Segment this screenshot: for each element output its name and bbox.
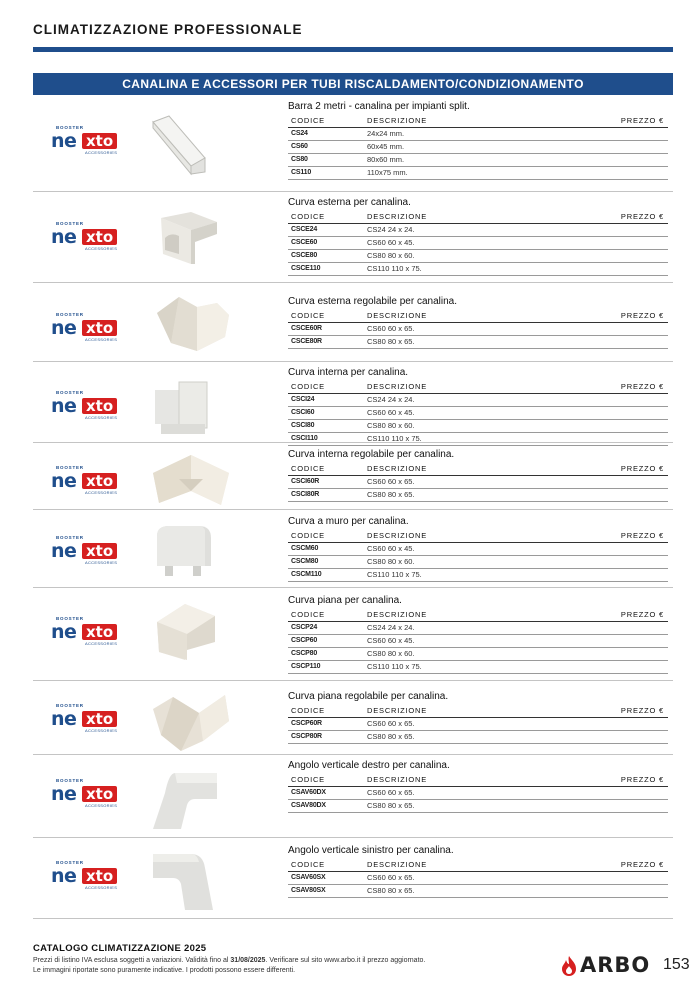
table-row (288, 718, 668, 731)
logo-ne-text: ne (51, 395, 77, 417)
product-info (288, 295, 668, 349)
product-description: CS60 60 x 45. (367, 238, 415, 247)
header-price: PREZZO € (620, 860, 664, 869)
product-code: CSCP24 (291, 624, 318, 631)
product-image (151, 114, 211, 181)
table-row (288, 250, 668, 263)
logo-ne-text: ne (51, 317, 77, 339)
product-description: CS60 60 x 65. (367, 788, 415, 797)
header-code: CODICE (291, 382, 325, 391)
product-section (33, 755, 673, 838)
header-description: DESCRIZIONE (367, 311, 428, 320)
product-code: CS60 (291, 143, 308, 150)
header-description: DESCRIZIONE (367, 775, 428, 784)
product-code: CSCP60 (291, 637, 318, 644)
product-code: CSCP60R (291, 720, 322, 727)
header-rule (33, 47, 673, 52)
nexto-logo (51, 465, 123, 495)
product-section (33, 96, 673, 192)
product-info (288, 448, 668, 502)
table-header (288, 114, 668, 128)
table-header (288, 608, 668, 622)
product-section (33, 443, 673, 510)
header-price: PREZZO € (620, 382, 664, 391)
product-description: CS24 24 x 24. (367, 623, 415, 632)
header-price: PREZZO € (620, 464, 664, 473)
logo-xto-text: xto (82, 133, 117, 149)
table-header (288, 704, 668, 718)
logo-ne-text: ne (51, 865, 77, 887)
header-price: PREZZO € (620, 706, 664, 715)
logo-booster-text: BOOSTER (56, 312, 84, 317)
table-header (288, 309, 668, 323)
product-code: CSCI80 (291, 422, 315, 429)
product-section (33, 192, 673, 283)
table-header (288, 210, 668, 224)
table-row (288, 622, 668, 635)
table-row (288, 648, 668, 661)
product-description: CS80 80 x 65. (367, 886, 415, 895)
table-header (288, 380, 668, 394)
header-price: PREZZO € (620, 531, 664, 540)
logo-accessories-text: ACCESSORIES (85, 337, 118, 342)
footer-note-pre: Prezzi di listino IVA esclusa soggetti a variazioni. Validità fino al (33, 957, 231, 964)
header-code: CODICE (291, 212, 325, 221)
product-description: CS60 60 x 65. (367, 477, 415, 486)
logo-accessories-text: ACCESSORIES (85, 560, 118, 565)
product-title: Curva esterna per canalina. (288, 197, 411, 208)
table-row (288, 885, 668, 898)
product-code: CSCI60 (291, 409, 315, 416)
product-info (288, 196, 668, 276)
header-description: DESCRIZIONE (367, 382, 428, 391)
product-code: CS24 (291, 130, 308, 137)
product-code: CSCE80 (291, 252, 318, 259)
product-info (288, 759, 668, 813)
logo-xto-text: xto (82, 229, 117, 245)
header-price: PREZZO € (620, 116, 664, 125)
logo-ne-text: ne (51, 470, 77, 492)
product-code: CSCM60 (291, 545, 319, 552)
logo-xto-text: xto (82, 320, 117, 336)
product-title: Angolo verticale sinistro per canalina. (288, 845, 454, 856)
table-header (288, 462, 668, 476)
footer-note-post: . Verificare sul sito www.arbo.it il prezzo aggiornato. (265, 957, 426, 964)
table-row (288, 489, 668, 502)
product-description: CS60 60 x 65. (367, 873, 415, 882)
table-row (288, 336, 668, 349)
logo-ne-text: ne (51, 783, 77, 805)
product-title: Curva interna per canalina. (288, 367, 409, 378)
product-description: CS110 110 x 75. (367, 264, 422, 273)
catalog-title: CATALOGO CLIMATIZZAZIONE 2025 (33, 943, 207, 954)
header-code: CODICE (291, 531, 325, 540)
brand-name: ARBO (580, 953, 651, 977)
product-title: Curva a muro per canalina. (288, 516, 409, 527)
footer-note (33, 956, 425, 976)
product-image (151, 293, 231, 358)
table-row (288, 569, 668, 582)
product-description: CS60 60 x 65. (367, 324, 415, 333)
logo-accessories-text: ACCESSORIES (85, 415, 118, 420)
table-row (288, 661, 668, 674)
table-header (288, 773, 668, 787)
table-row (288, 787, 668, 800)
product-description: CS110 110 x 75. (367, 662, 422, 671)
product-description: CS80 80 x 65. (367, 490, 415, 499)
logo-xto-text: xto (82, 398, 117, 414)
product-description: CS80 80 x 60. (367, 421, 415, 430)
product-image (151, 850, 217, 919)
page-number: 153 (663, 956, 690, 973)
product-description: 24x24 mm. (367, 129, 405, 138)
product-title: Angolo verticale destro per canalina. (288, 760, 450, 771)
product-description: CS60 60 x 65. (367, 719, 415, 728)
product-info (288, 594, 668, 674)
product-image (151, 769, 221, 838)
product-code: CS80 (291, 156, 308, 163)
product-info (288, 366, 668, 446)
product-description: 80x60 mm. (367, 155, 405, 164)
table-row (288, 556, 668, 569)
table-row (288, 872, 668, 885)
product-description: CS60 60 x 45. (367, 544, 415, 553)
header-description: DESCRIZIONE (367, 860, 428, 869)
logo-booster-text: BOOSTER (56, 221, 84, 226)
logo-accessories-text: ACCESSORIES (85, 246, 118, 251)
table-row (288, 800, 668, 813)
table-row (288, 224, 668, 237)
product-info (288, 844, 668, 898)
logo-accessories-text: ACCESSORIES (85, 728, 118, 733)
product-code: CSAV80DX (291, 802, 326, 809)
product-section (33, 681, 673, 755)
product-image (151, 378, 211, 443)
table-row (288, 394, 668, 407)
product-code: CSAV60SX (291, 874, 326, 881)
logo-booster-text: BOOSTER (56, 703, 84, 708)
product-code: CSCM80 (291, 558, 319, 565)
logo-ne-text: ne (51, 708, 77, 730)
logo-accessories-text: ACCESSORIES (85, 150, 118, 155)
product-code: CSCE60R (291, 325, 322, 332)
table-row (288, 237, 668, 250)
header-code: CODICE (291, 610, 325, 619)
product-title: Curva interna regolabile per canalina. (288, 449, 455, 460)
product-image (151, 600, 221, 667)
product-info (288, 100, 668, 180)
logo-ne-text: ne (51, 621, 77, 643)
header-code: CODICE (291, 311, 325, 320)
table-row (288, 635, 668, 648)
product-description: 60x45 mm. (367, 142, 405, 151)
product-description: CS80 80 x 65. (367, 732, 415, 741)
nexto-logo (51, 221, 123, 251)
product-image (151, 208, 221, 271)
logo-xto-text: xto (82, 786, 117, 802)
product-section (33, 588, 673, 681)
logo-booster-text: BOOSTER (56, 860, 84, 865)
product-code: CSCI60R (291, 478, 320, 485)
header-code: CODICE (291, 116, 325, 125)
product-code: CSCM110 (291, 571, 322, 578)
product-code: CSAV80SX (291, 887, 326, 894)
table-row (288, 323, 668, 336)
table-row (288, 420, 668, 433)
logo-xto-text: xto (82, 624, 117, 640)
footer-disclaimer: Le immagini riportate sono puramente indicative. I prodotti possono essere differenti. (33, 967, 296, 974)
table-row (288, 543, 668, 556)
logo-booster-text: BOOSTER (56, 390, 84, 395)
footer-note-date: 31/08/2025 (230, 957, 266, 964)
header-code: CODICE (291, 706, 325, 715)
product-code: CSCE60 (291, 239, 318, 246)
header-price: PREZZO € (620, 775, 664, 784)
table-row (288, 154, 668, 167)
product-sections (33, 96, 673, 919)
product-description: CS60 60 x 45. (367, 408, 415, 417)
logo-ne-text: ne (51, 130, 77, 152)
product-code: CS110 (291, 169, 312, 176)
header-description: DESCRIZIONE (367, 212, 428, 221)
logo-accessories-text: ACCESSORIES (85, 641, 118, 646)
category-banner: CANALINA E ACCESSORI PER TUBI RISCALDAMENTO/CONDIZIONAMENTO (33, 73, 673, 95)
nexto-logo (51, 125, 123, 155)
product-code: CSCI24 (291, 396, 315, 403)
product-description: 110x75 mm. (367, 168, 408, 177)
header-description: DESCRIZIONE (367, 531, 428, 540)
header-description: DESCRIZIONE (367, 116, 428, 125)
product-title: Curva esterna regolabile per canalina. (288, 296, 457, 307)
nexto-logo (51, 860, 123, 890)
flame-icon (560, 955, 578, 977)
nexto-logo (51, 535, 123, 565)
product-description: CS80 80 x 65. (367, 801, 415, 810)
header-code: CODICE (291, 464, 325, 473)
product-title: Curva piana per canalina. (288, 595, 402, 606)
table-row (288, 407, 668, 420)
product-description: CS24 24 x 24. (367, 225, 415, 234)
logo-ne-text: ne (51, 226, 77, 248)
logo-booster-text: BOOSTER (56, 535, 84, 540)
page-title: CLIMATIZZAZIONE PROFESSIONALE (33, 22, 303, 37)
product-title: Curva piana regolabile per canalina. (288, 691, 449, 702)
logo-accessories-text: ACCESSORIES (85, 885, 118, 890)
logo-accessories-text: ACCESSORIES (85, 803, 118, 808)
nexto-logo (51, 616, 123, 646)
product-code: CSCI110 (291, 435, 318, 442)
header-price: PREZZO € (620, 212, 664, 221)
header-description: DESCRIZIONE (367, 706, 428, 715)
product-description: CS80 80 x 60. (367, 557, 415, 566)
product-code: CSCI80R (291, 491, 320, 498)
product-code: CSCP110 (291, 663, 321, 670)
product-image (151, 691, 231, 762)
logo-xto-text: xto (82, 473, 117, 489)
product-image (151, 453, 231, 514)
table-row (288, 167, 668, 180)
product-section (33, 838, 673, 919)
product-image (151, 522, 215, 583)
table-header (288, 529, 668, 543)
logo-xto-text: xto (82, 868, 117, 884)
product-section (33, 362, 673, 443)
logo-xto-text: xto (82, 711, 117, 727)
product-code: CSAV60DX (291, 789, 326, 796)
nexto-logo (51, 312, 123, 342)
product-info (288, 690, 668, 744)
table-row (288, 731, 668, 744)
logo-booster-text: BOOSTER (56, 465, 84, 470)
header-code: CODICE (291, 775, 325, 784)
product-description: CS80 80 x 65. (367, 337, 415, 346)
nexto-logo (51, 703, 123, 733)
product-code: CSCP80 (291, 650, 318, 657)
logo-booster-text: BOOSTER (56, 616, 84, 621)
nexto-logo (51, 390, 123, 420)
product-code: CSCP80R (291, 733, 322, 740)
table-header (288, 858, 668, 872)
header-price: PREZZO € (620, 610, 664, 619)
logo-booster-text: BOOSTER (56, 778, 84, 783)
product-info (288, 515, 668, 582)
header-code: CODICE (291, 860, 325, 869)
product-section (33, 283, 673, 362)
header-description: DESCRIZIONE (367, 464, 428, 473)
nexto-logo (51, 778, 123, 808)
product-description: CS110 110 x 75. (367, 434, 422, 443)
product-section (33, 510, 673, 588)
logo-booster-text: BOOSTER (56, 125, 84, 130)
table-row (288, 476, 668, 489)
product-description: CS80 80 x 60. (367, 251, 415, 260)
product-description: CS110 110 x 75. (367, 570, 422, 579)
product-code: CSCE110 (291, 265, 321, 272)
product-description: CS24 24 x 24. (367, 395, 415, 404)
logo-accessories-text: ACCESSORIES (85, 490, 118, 495)
product-title: Barra 2 metri - canalina per impianti split. (288, 101, 470, 112)
logo-ne-text: ne (51, 540, 77, 562)
product-code: CSCE80R (291, 338, 322, 345)
table-row (288, 128, 668, 141)
product-description: CS60 60 x 45. (367, 636, 415, 645)
product-code: CSCE24 (291, 226, 318, 233)
product-description: CS80 80 x 60. (367, 649, 415, 658)
header-price: PREZZO € (620, 311, 664, 320)
header-description: DESCRIZIONE (367, 610, 428, 619)
table-row (288, 263, 668, 276)
logo-xto-text: xto (82, 543, 117, 559)
table-row (288, 141, 668, 154)
